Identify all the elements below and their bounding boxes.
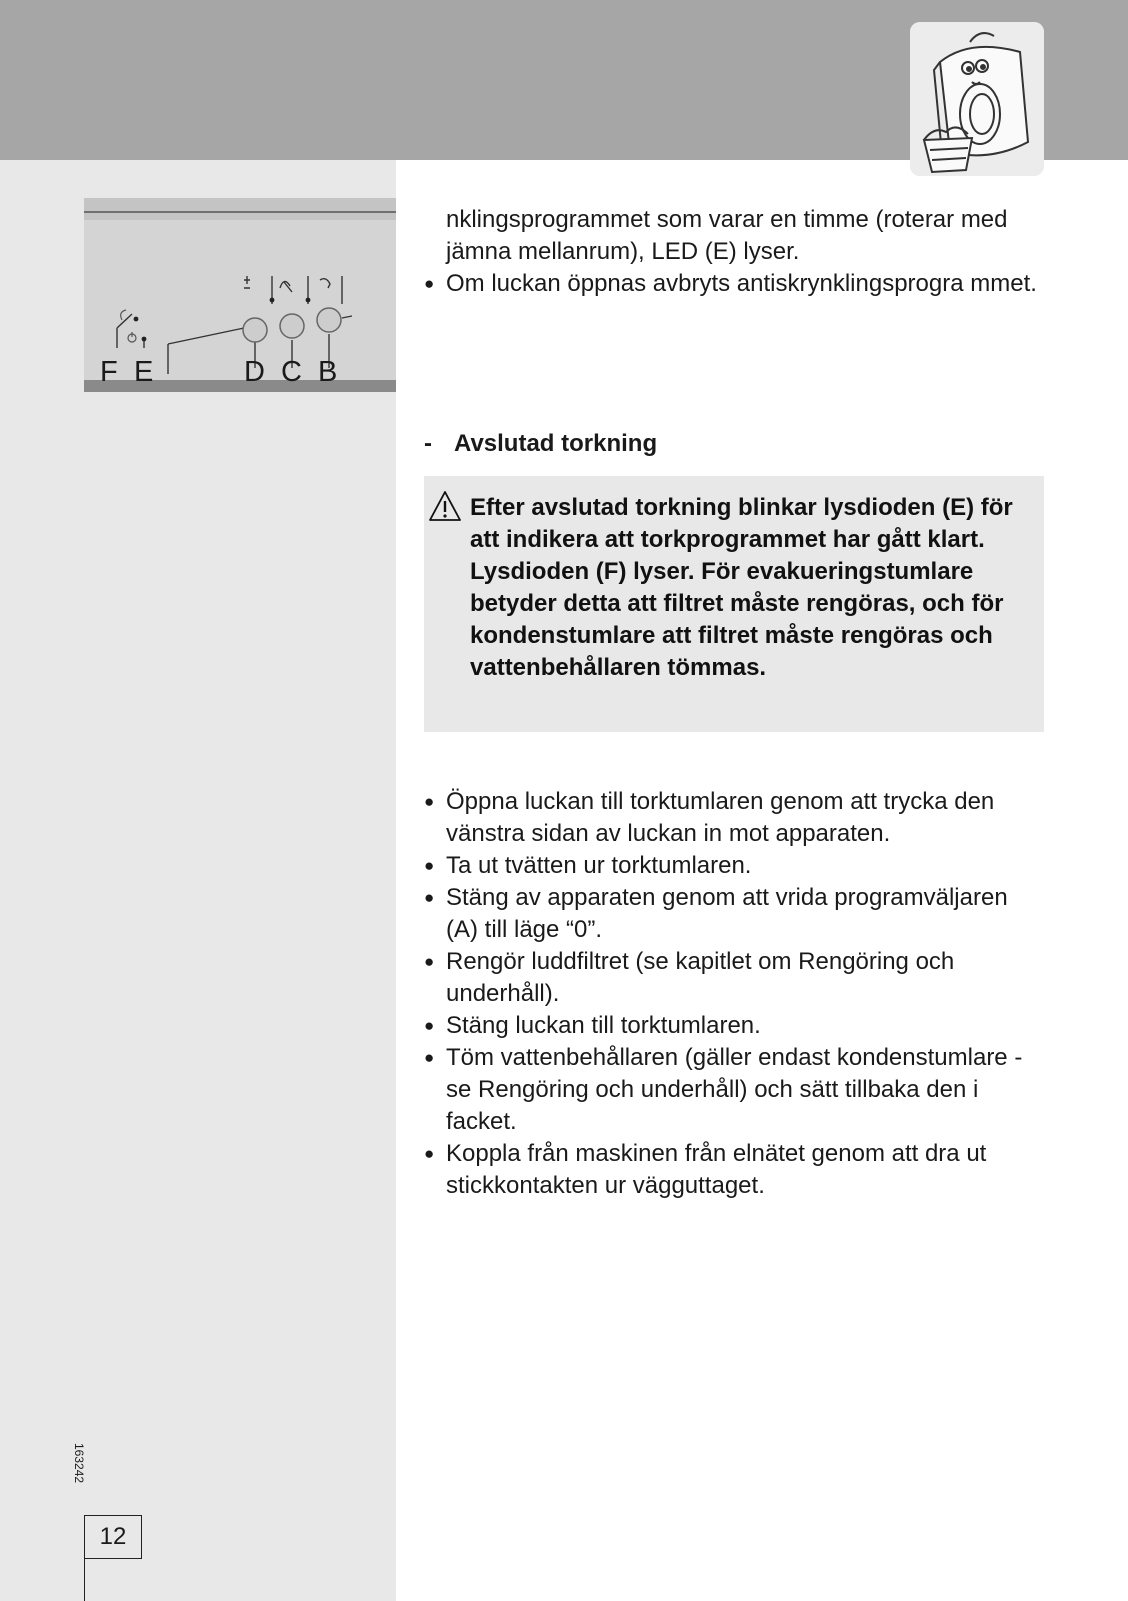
warning-box: [424, 476, 1044, 732]
heading-dash: -: [424, 430, 432, 457]
intro-continuation: nklingsprogrammet som varar en timme (roterar med jämna mellanrum), LED (E) lyser.: [446, 206, 1008, 265]
list-item: ● Töm vattenbehållaren (gäller endast kondenstumlare - se Rengöring och underhåll) och sätt tillbaka den i facket.: [424, 1042, 1044, 1138]
list-item: ● Koppla från maskinen från elnätet genom att dra ut stickkontakten ur vägguttaget.: [424, 1138, 1044, 1202]
warning-triangle-icon: [428, 490, 462, 522]
section-heading: [424, 430, 657, 458]
panel-label-c: C: [281, 356, 302, 388]
panel-label-b: B: [318, 356, 338, 388]
list-item: ● Stäng luckan till torktumlaren.: [424, 1010, 1044, 1042]
list-item: ● Rengör luddfiltret (se kapitlet om Rengöring och underhåll).: [424, 946, 1044, 1010]
steps-list: [424, 786, 1044, 1202]
panel-label-f: F: [100, 356, 118, 388]
intro-block: [424, 204, 1044, 300]
list-item: ● Om luckan öppnas avbryts antiskrynklingsprogra mmet.: [424, 268, 1044, 300]
list-item: ● Öppna luckan till torktumlaren genom att trycka den vänstra sidan av luckan in mot apparaten.: [424, 786, 1044, 850]
panel-label-e: E: [134, 356, 154, 388]
page-number: 12: [84, 1515, 142, 1559]
dryer-mascot-icon: [910, 22, 1044, 176]
page-number-line: [84, 1559, 85, 1601]
heading-text: Avslutad torkning: [454, 430, 658, 457]
document-code: 163242: [72, 1443, 86, 1484]
document-code-wrap: [72, 1443, 86, 1491]
warning-text: Efter avslutad torkning blinkar lysdioden (E) för att indikera att torkprogrammet har gått klart. Lysdioden (F) lyser. För evakueringstumlare betyder detta att filtret måste rengöras, och för kondenstumlare att filtret måste rengöras och vattenbehållaren tömmas.: [470, 494, 1013, 681]
steps-block: [424, 786, 1044, 1202]
list-item: ● Stäng av apparaten genom att vrida programväljaren (A) till läge “0”.: [424, 882, 1044, 946]
intro-bullets: [424, 268, 1044, 300]
control-panel-diagram: [84, 198, 396, 392]
panel-label-d: D: [244, 356, 265, 388]
list-item: ● Ta ut tvätten ur torktumlaren.: [424, 850, 1044, 882]
